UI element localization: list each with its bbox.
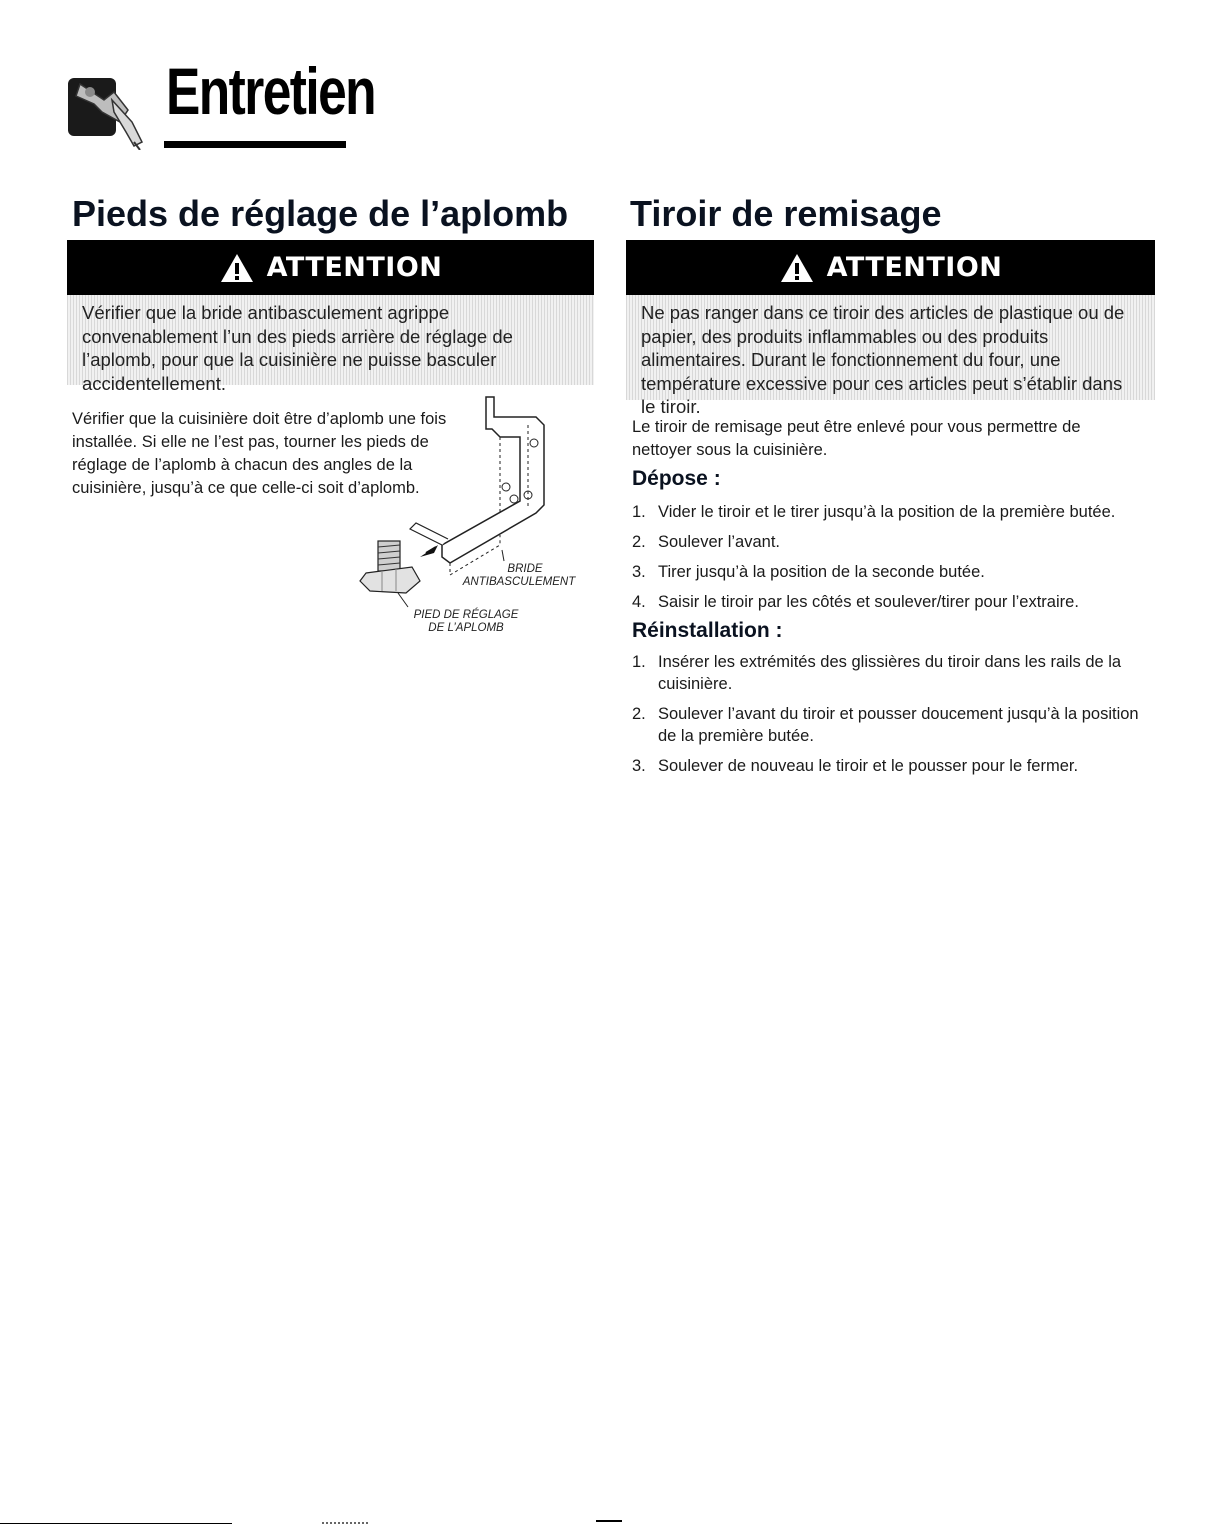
- warning-header: [67, 240, 594, 295]
- warning-text: Ne pas ranger dans ce tiroir des articles de plastique ou de papier, des produits inflammables ou des produits alimentaires. Durant le fonctionnement du four, une température excessive pour ces articles peut s’établir dans le tiroir.: [641, 302, 1125, 417]
- step-text: Soulever l’avant du tiroir et pousser doucement jusqu’à la position de la première butée.: [658, 705, 1139, 745]
- step-item: [632, 501, 1152, 523]
- section-heading-levelling-feet: Pieds de réglage de l’aplomb: [72, 193, 569, 234]
- diagram-label-foot: PIED DE RÉGLAGE: [413, 609, 519, 621]
- page-title: Entretien: [166, 54, 376, 128]
- step-item: [632, 591, 1152, 613]
- step-item: [632, 561, 1152, 583]
- step-item: [632, 703, 1152, 747]
- step-text: Vider le tiroir et le tirer jusqu’à la position de la première butée.: [658, 503, 1116, 521]
- diagram-label-bracket: ANTIBASCULEMENT: [462, 576, 576, 588]
- reinstallation-steps: [632, 651, 1152, 785]
- footer-dots: [322, 1522, 368, 1524]
- warning-label: ATTENTION: [266, 252, 443, 283]
- diagram-label-bracket: BRIDE: [507, 563, 543, 575]
- step-item: [632, 531, 1152, 553]
- reinstallation-heading: Réinstallation :: [632, 619, 783, 642]
- step-number: 2.: [632, 533, 646, 551]
- step-number: 1.: [632, 503, 646, 521]
- removal-steps: [632, 501, 1152, 621]
- title-underline: [164, 141, 346, 148]
- step-number: 1.: [632, 653, 646, 671]
- page-number-mark: [596, 1520, 622, 1522]
- step-text: Tirer jusqu’à la position de la seconde butée.: [658, 563, 985, 581]
- drawer-intro-paragraph: Le tiroir de remisage peut être enlevé pour vous permettre de nettoyer sous la cuisinière.: [632, 418, 1081, 459]
- section-heading-storage-drawer: Tiroir de remisage: [630, 193, 942, 234]
- step-text: Soulever l’avant.: [658, 533, 780, 551]
- step-number: 3.: [632, 757, 646, 775]
- warning-triangle-icon: [219, 252, 255, 284]
- footer-rule: [0, 1523, 232, 1524]
- step-item: [632, 651, 1152, 695]
- step-number: 3.: [632, 563, 646, 581]
- step-text: Soulever de nouveau le tiroir et le pousser pour le fermer.: [658, 757, 1079, 775]
- warning-label: ATTENTION: [826, 252, 1003, 283]
- levelling-paragraph: Vérifier que la cuisinière doit être d’aplomb une fois installée. Si elle ne l’est pas, tourner les pieds de réglage de l’aplomb à chacun des angles de la cuisinière, jusqu’à ce que celle-ci soit d’aplomb.: [72, 410, 447, 497]
- step-number: 4.: [632, 593, 646, 611]
- step-item: [632, 755, 1152, 777]
- warning-box-drawer: [626, 240, 1155, 417]
- step-text: Insérer les extrémités des glissières du tiroir dans les rails de la cuisinière.: [658, 653, 1122, 693]
- screwdriver-icon: [68, 70, 148, 150]
- warning-text: Vérifier que la bride antibasculement agrippe convenablement l’un des pieds arrière de réglage de l’aplomb, pour que la cuisinière ne puisse basculer accidentellement.: [82, 302, 513, 394]
- removal-heading: Dépose :: [632, 467, 721, 490]
- warning-header: [626, 240, 1155, 295]
- step-text: Saisir le tiroir par les côtés et soulever/tirer pour l’extraire.: [658, 593, 1079, 611]
- diagram-label-foot: DE L’APLOMB: [428, 622, 504, 634]
- step-number: 2.: [632, 705, 646, 723]
- warning-box-levelling: [67, 240, 594, 394]
- warning-triangle-icon: [779, 252, 815, 284]
